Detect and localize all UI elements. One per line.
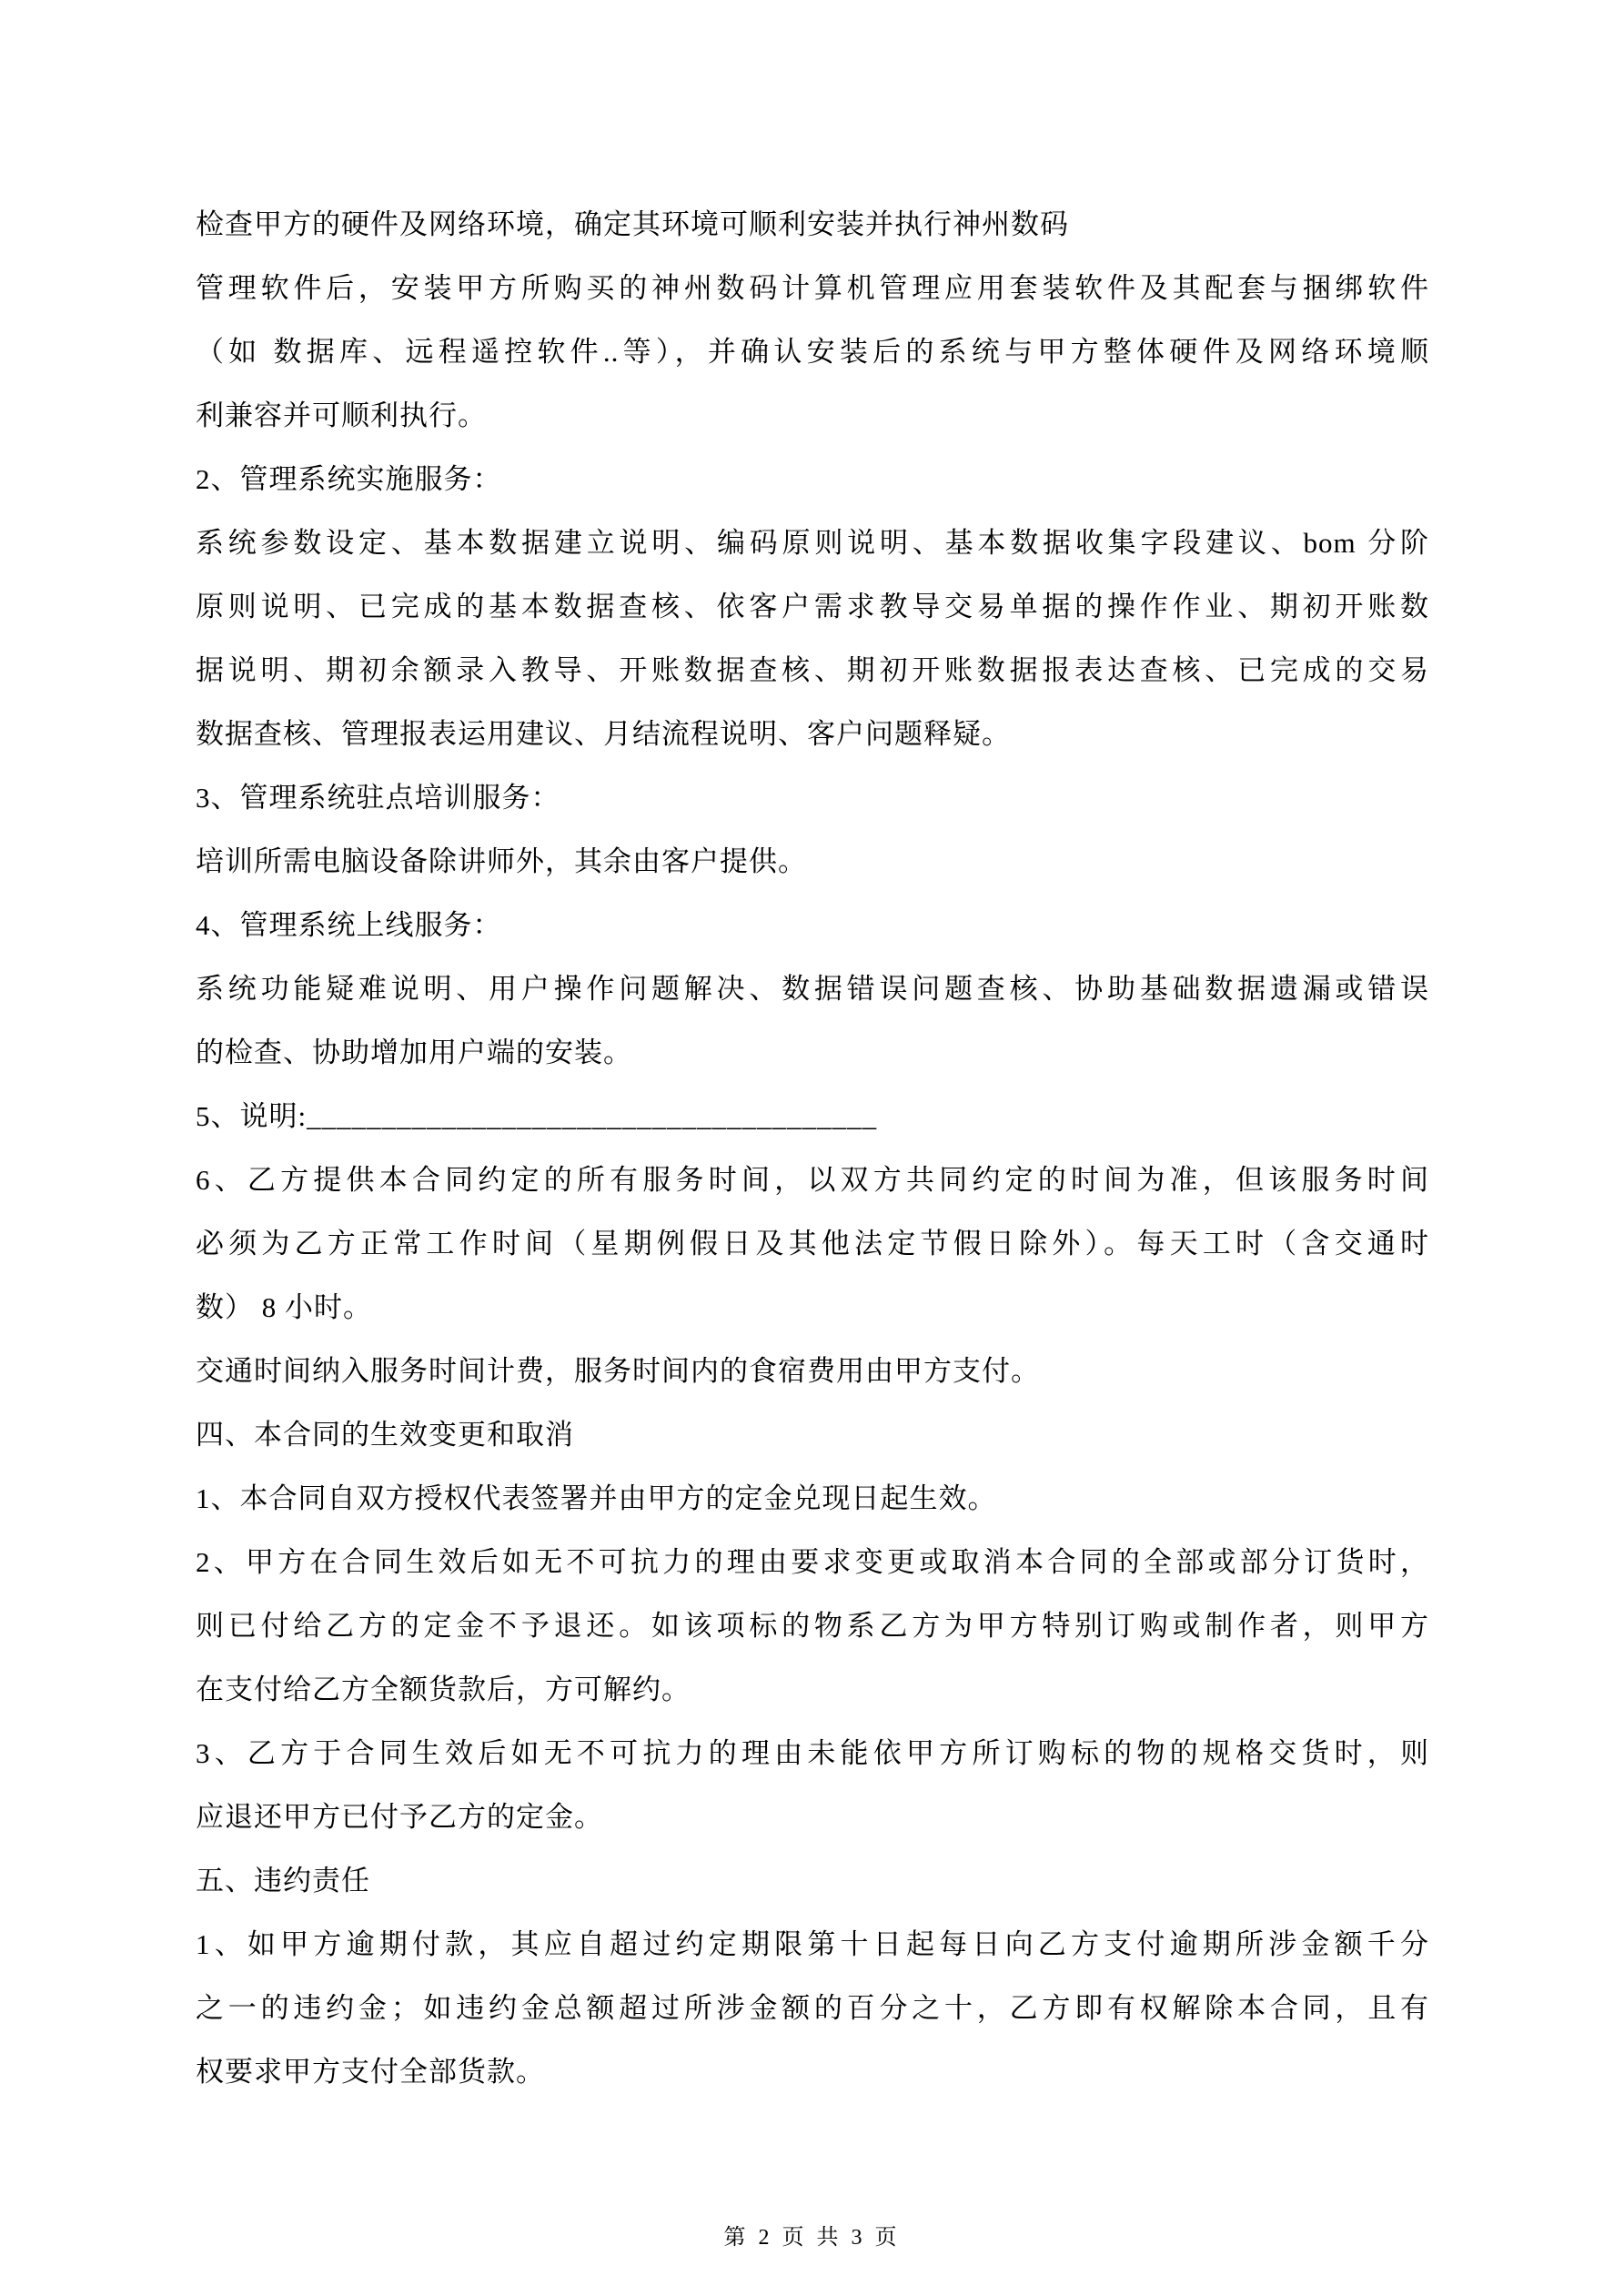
text-line: 检查甲方的硬件及网络环境，确定其环境可顺利安装并执行神州数码	[196, 208, 1069, 240]
document-body	[196, 193, 1429, 2104]
text-line: 系统参数设定、基本数据建立说明、编码原则说明、基本数据收集字段建议、bom 分阶	[196, 527, 1429, 559]
text-line: 3、乙方于合同生效后如无不可抗力的理由未能依甲方所订购标的物的规格交货时，则	[196, 1737, 1429, 1769]
text-line: 应退还甲方已付予乙方的定金。	[196, 1801, 603, 1833]
text-line: 数据查核、管理报表运用建议、月结流程说明、客户问题释疑。	[196, 718, 1011, 750]
text-line: 交通时间纳入服务时间计费，服务时间内的食宿费用由甲方支付。	[196, 1355, 1040, 1387]
text-line: 培训所需电脑设备除讲师外，其余由客户提供。	[196, 845, 807, 877]
text-line: 2、甲方在合同生效后如无不可抗力的理由要求变更或取消本合同的全部或部分订货时，	[196, 1546, 1429, 1578]
text-line: 的检查、协助增加用户端的安装。	[196, 1037, 632, 1068]
text-line: 4、管理系统上线服务：	[196, 909, 502, 941]
text-line: （如 数据库、远程遥控软件..等），并确认安装后的系统与甲方整体硬件及网络环境顺	[196, 336, 1429, 368]
text-line: 据说明、期初余额录入教导、开账数据查核、期初开账数据报表达查核、已完成的交易	[196, 654, 1429, 686]
text-line: 则已付给乙方的定金不予退还。如该项标的物系乙方为甲方特别订购或制作者，则甲方	[196, 1610, 1429, 1642]
text-line: 在支付给乙方全额货款后，方可解约。	[196, 1674, 691, 1705]
text-line: 权要求甲方支付全部货款。	[196, 2056, 545, 2088]
text-line: 四、本合同的生效变更和取消	[196, 1419, 574, 1451]
text-line: 2、管理系统实施服务：	[196, 463, 502, 495]
text-line: 1、如甲方逾期付款，其应自超过约定期限第十日起每日向乙方支付逾期所涉金额千分	[196, 1928, 1429, 1960]
text-line: 系统功能疑难说明、用户操作问题解决、数据错误问题查核、协助基础数据遗漏或错误	[196, 973, 1429, 1005]
text-line: 必须为乙方正常工作时间（星期例假日及其他法定节假日除外）。每天工时（含交通时	[196, 1228, 1429, 1259]
text-line: 1、本合同自双方授权代表签署并由甲方的定金兑现日起生效。	[196, 1482, 997, 1514]
text-line: 利兼容并可顺利执行。	[196, 400, 487, 431]
text-line: 之一的违约金；如违约金总额超过所涉金额的百分之十，乙方即有权解除本合同，且有	[196, 1992, 1429, 2024]
page-footer: 第 2 页 共 3 页	[723, 2226, 901, 2250]
text-line: 原则说明、已完成的基本数据查核、依客户需求教导交易单据的操作作业、期初开账数	[196, 591, 1429, 622]
text-line: 6、乙方提供本合同约定的所有服务时间，以双方共同约定的时间为准，但该服务时间	[196, 1164, 1429, 1196]
text-line: 五、违约责任	[196, 1865, 370, 1896]
text-line: 管理软件后，安装甲方所购买的神州数码计算机管理应用套装软件及其配套与捆绑软件	[196, 272, 1429, 304]
text-line: 3、管理系统驻点培训服务：	[196, 782, 560, 814]
text-line: 5、说明:______________________________________	[196, 1100, 878, 1132]
text-line: 数） 8 小时。	[196, 1291, 372, 1323]
